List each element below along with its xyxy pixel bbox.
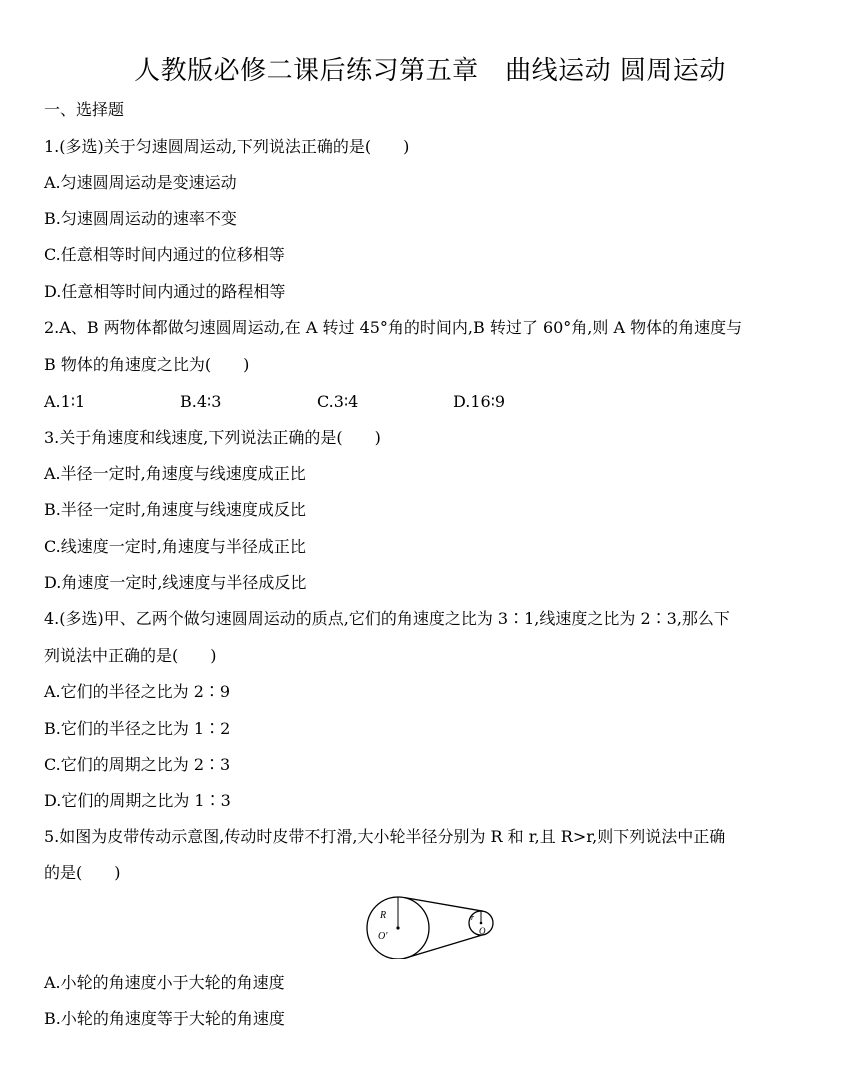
question-4-option-d: D.它们的周期之比为 1∶3 xyxy=(44,791,231,810)
question-1-option-d: D.任意相等时间内通过的路程相等 xyxy=(44,282,286,301)
question-1-option-b: B.匀速圆周运动的速率不变 xyxy=(44,209,237,228)
question-3-option-b: B.半径一定时,角速度与线速度成反比 xyxy=(44,500,306,519)
question-3-option-c: C.线速度一定时,角速度与半径成正比 xyxy=(44,537,306,556)
question-2-stem-line-1: 2.A、B 两物体都做匀速圆周运动,在 A 转过 45°角的时间内,B 转过了 60°角,则 A 物体的角速度与 xyxy=(44,318,743,337)
question-1-option-a: A.匀速圆周运动是变速运动 xyxy=(44,173,237,192)
question-4-stem-line-1: 4.(多选)甲、乙两个做匀速圆周运动的质点,它们的角速度之比为 3∶1,线速度之比为 2∶3,那么下 xyxy=(44,609,730,628)
belt-upper xyxy=(404,898,483,912)
label-big-center: O′ xyxy=(378,931,388,942)
question-1-option-c: C.任意相等时间内通过的位移相等 xyxy=(44,245,285,264)
question-2-option-a: A.1∶1 xyxy=(44,392,86,411)
question-4-option-a: A.它们的半径之比为 2∶9 xyxy=(44,682,231,701)
question-3-option-a: A.半径一定时,角速度与线速度成正比 xyxy=(44,464,306,483)
question-5-option-b: B.小轮的角速度等于大轮的角速度 xyxy=(44,1009,285,1028)
question-5-option-a: A.小轮的角速度小于大轮的角速度 xyxy=(44,973,285,992)
page-title: 人教版必修二课后练习第五章 曲线运动 圆周运动 xyxy=(134,56,726,86)
question-2-option-d: D.16∶9 xyxy=(453,392,506,411)
question-2-option-b: B.4∶3 xyxy=(180,392,222,411)
question-4-option-c: C.它们的周期之比为 2∶3 xyxy=(44,755,231,774)
label-small-center: O xyxy=(479,926,486,936)
belt-drive-diagram xyxy=(362,893,498,959)
label-big-radius: R xyxy=(380,910,387,921)
question-1-stem: 1.(多选)关于匀速圆周运动,下列说法正确的是( ) xyxy=(44,137,410,156)
question-5-stem-line-1: 5.如图为皮带传动示意图,传动时皮带不打滑,大小轮半径分别为 R 和 r,且 R>r,则下列说法中正确 xyxy=(44,827,726,846)
small-center-dot xyxy=(480,922,483,925)
question-2-option-c: C.3∶4 xyxy=(317,392,359,411)
question-5-stem-line-2: 的是( ) xyxy=(44,863,121,882)
belt-lower xyxy=(404,935,483,959)
question-2-stem-line-2: B 物体的角速度之比为( ) xyxy=(44,355,250,374)
question-2-options xyxy=(44,392,644,412)
section-heading: 一、选择题 xyxy=(44,100,125,119)
question-4-stem-line-2: 列说法中正确的是( ) xyxy=(44,646,217,665)
large-center-dot xyxy=(396,926,399,929)
question-3-stem: 3.关于角速度和线速度,下列说法正确的是( ) xyxy=(44,428,381,447)
question-3-option-d: D.角速度一定时,线速度与半径成反比 xyxy=(44,573,307,592)
question-4-option-b: B.它们的半径之比为 1∶2 xyxy=(44,719,231,738)
label-small-radius: r xyxy=(471,913,475,922)
